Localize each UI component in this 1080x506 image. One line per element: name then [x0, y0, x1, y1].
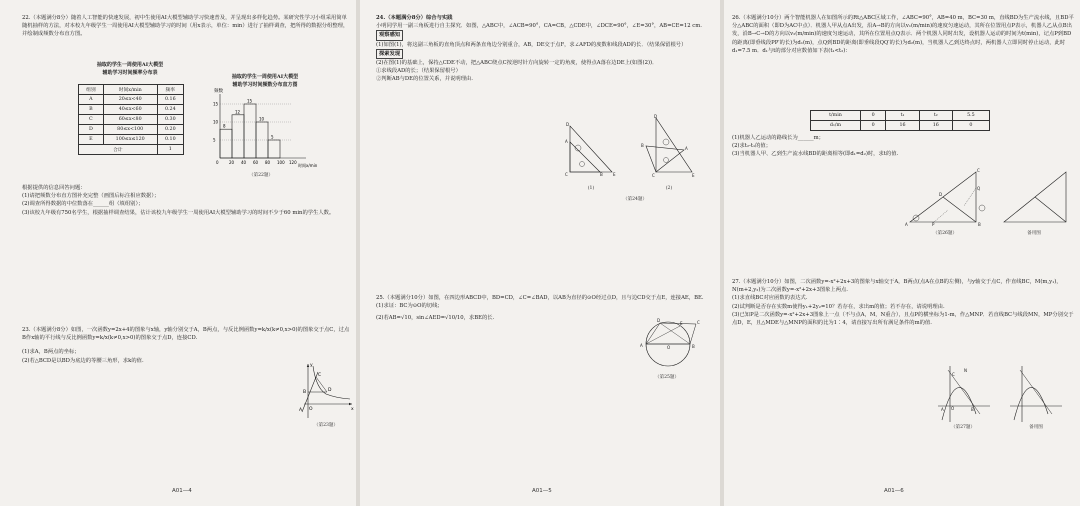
q27-backup-figure [1008, 364, 1064, 424]
table-row: 合计 1 [79, 145, 184, 155]
hist-bar [268, 140, 280, 158]
q23-fig-label: C [318, 373, 322, 378]
hist-bar [232, 115, 244, 158]
hist-bar-label: 10 [259, 116, 265, 122]
q22-histogram [206, 89, 326, 172]
q26-header: 26.（本题满分10分）两个智能机器人在如图所示的Rt△ABC区域工作，∠ABC=90°，AB=40 m，BC=30 m，直线BD为生产流水线，且BD平分△ABC的面积（即D为AC中点）．机器人甲从点A出发，沿A→B的方向以v₁(m/min)的速度匀速运动，其所在位置用点P表示，机器人乙从点B出发，沿B→C→D的方向以v₂(m/min)的速度匀速运动，其所在位置用点Q表示．两个机器人同时出发，设机器人运动的时间为t(min)，记点P到BD的距离(即垂线段PP′的长)为d₁(m)，点Q到BD的距离(即垂线段QQ′的长)为d₂(m)，当机器人乙到达终点时，两机器人立即同时停止运动，此时d₁=7.5 m．d₁与t的部分对应数值如下表(t₁<t₂)： [732, 15, 1074, 54]
q26-backup-figure [1000, 166, 1070, 228]
q26-questions: (1)机器人乙运动的路线长为______m； (2)求t₂-t₁的值； (3)当机器人甲、乙到生产流水线BD的距离相等(即d₁=d₂)时，求t的值. [732, 135, 899, 158]
hist-y-label: 频数 [214, 89, 223, 94]
hist-bar [244, 104, 256, 158]
svg-text:N: N [964, 368, 967, 373]
svg-text:B: B [692, 344, 695, 349]
hist-y-tick: 5 [213, 137, 216, 143]
table-row: D 80≤x<100 0.20 [79, 125, 184, 135]
svg-text:C: C [977, 168, 980, 173]
hist-y-tick: 10 [213, 119, 219, 125]
hist-x-tick: 80 [265, 160, 271, 165]
hist-x-tick: 120 [289, 160, 297, 165]
svg-text:B: B [971, 407, 974, 412]
q23-caption: （第23题） [313, 423, 339, 428]
hist-bar-label: 15 [247, 98, 253, 104]
hist-bar-label: 12 [235, 109, 241, 115]
svg-text:D: D [657, 318, 661, 323]
q24-fig2-label: (2) [665, 186, 673, 191]
svg-text:C: C [565, 172, 568, 177]
q25-header: 25.（本题满分10分）如图，在四边形ABCD中，BD=CD，∠C=∠BAD，以AB为直径的⊙O经过点D，且与边CD交于点E，连接AE，BE. [376, 295, 704, 301]
svg-text:D: D [566, 122, 570, 127]
q27-caption: （第27题） [950, 425, 976, 430]
q23-fig-label: B [303, 390, 307, 395]
q25-caption: （第25题） [654, 375, 680, 380]
q23-header: 23.（本题满分8分）如图，一次函数y=2x+4的图象与x轴，y轴分别交于A，B两点，与反比例函数y=k/x(k≠0,x>0)的图象交于点C，过点B作x轴的平行线与反比例函数y=k/x(k≠0,x>0)的图象交于点D，连接CD. [22, 327, 350, 342]
question-25: 25.（本题满分10分）如图，在四边形ABCD中，BD=CD，∠C=∠BAD，以AB为直径的⊙O经过点D，且与边CD交于点E，连接AE，BE. (1)求证：BC为⊙O的切线； (2)若AB=√10，sin∠AED=√10/10，求BE的长. [376, 294, 710, 323]
q22-questions: 根据提供的信息回答问题： (1)请把频数分布直方图补充完整（画图后标注相应数据）； (2)调查所得数据的中位数落在______组（填组别）； (3)该校九年级有750名学生，根据抽样调查结果，估计该校九年级学生一周使用AI大模型辅助学习的时间不少于60 min的学生人数。 [22, 185, 335, 216]
question-24: 24.（本题满分8分）综合与实践 小明同学用一副三角板进行自主探究．如图，△ABC中，∠ACB=90°，CA=CB，△CDE中，∠DCE=90°，∠E=30°，AB=CE=12 cm. 观察感知 (1)如图(1)，将这副三角板的直角顶点和两条直角边分别重合，AB，DE交于点F，求∠AFD的度数和线段AD的长．（结果保留根号） 探索发现 (2)在图(1)的基础上，保持△CDE不动，把△ABC绕点C按逆时针方向旋转一定的角度，使得点A落在边DE上(如图(2))． ①求线段AD的长；（结果保留根号） ②判断AB与DE的位置关系，并说明理由. [376, 14, 710, 84]
svg-text:A: A [565, 139, 568, 144]
q26-data-table [810, 110, 990, 131]
svg-text:B: B [641, 143, 644, 148]
svg-text:A: A [640, 343, 643, 348]
column-left [0, 0, 356, 506]
svg-text:C: C [697, 320, 700, 325]
hist-x-tick: 100 [277, 160, 285, 165]
page-footer: A01—6 [884, 488, 904, 494]
q27-header: 27.（本题满分10分）如图，二次函数y=-x²+2x+3的图象与x轴交于A，B两点(点A在点B的左侧)，与y轴交于点C，作直线BC，M(m,y₁)，N(m+2,y₂)为二次函数y=-x²+2x+3图象上两点. [732, 279, 1062, 294]
q24-observe-label: 观察感知 [376, 30, 403, 40]
svg-text:O: O [951, 406, 955, 411]
svg-text:Q: Q [977, 186, 981, 191]
page-footer: A01—4 [172, 488, 192, 494]
svg-text:D: D [654, 114, 658, 119]
svg-text:E: E [613, 172, 616, 177]
q27-backup-caption: 备用图 [1029, 425, 1043, 430]
page-footer: A01—5 [532, 488, 552, 494]
hist-y-tick: 15 [213, 101, 219, 107]
hist-bar-label: 5 [271, 134, 274, 140]
svg-text:C: C [952, 372, 955, 377]
svg-text:A: A [685, 146, 688, 151]
question-23: 23.（本题满分8分）如图，一次函数y=2x+4的图象与x轴，y轴分别交于A，B两点，与反比例函数y=k/x(k≠0,x>0)的图象交于点C，过点B作x轴的平行线与反比例函数y=k/x(k≠0,x>0)的图象交于点D，连接CD. (1)求A，B两点的坐标； (2)若△BCD是以BD为底边的等腰三角形，求k的值. [22, 326, 352, 365]
question-27: 27.（本题满分10分）如图，二次函数y=-x²+2x+3的图象与x轴交于A，B两点(点A在点B的左侧)，与y轴交于点C，作直线BC，M(m,y₁)，N(m+2,y₂)为二次函数y=-x²+2x+3图象上两点. (1)求直线BC对应函数的表达式. (2)试判断是否存在实数m使得y₁+2y₂=10？若存在，求出m的值；若不存在，请说明理由. (3)已知P是二次函数y=-x²+2x+3图象上一点（不与点A，M，N重合），且点P的横坐标为1-m，作△MNP．若直线BC与线段MN，MP分别交于点D，E，且△MDE与△MNP的面积的比为1∶4，请直接写出所有满足条件的m的值. [732, 279, 1074, 327]
table-row: A 20≤x<40 0.16 [79, 95, 184, 105]
q24-figure-1 [560, 118, 620, 182]
table-header-row: 组别 时间x/min 频率 [79, 85, 184, 95]
column-middle [360, 0, 720, 506]
table-row: E 100≤x≤120 0.10 [79, 135, 184, 145]
q22-header: 22.（本题满分8分）随着人工智能的快速发展，初中生使用AI大模型辅助学习快速普及，并呈现出多样化趋势。某研究性学习小组采用简单随机抽样的方法，对本校九年级学生一周使用AI大模型辅助学习的时间（用x表示，单位：min）进行了抽样调查，把所得的数据分组整理，并绘制成频数分布直方图。 [22, 15, 349, 38]
svg-text:E: E [692, 173, 695, 178]
q25-figure [636, 316, 702, 372]
question-22 [22, 14, 350, 39]
q24-figure-2 [636, 112, 700, 182]
q22-table-title: 抽取的学生一周使用AI大模型 辅助学习时间频率分布表 [96, 62, 164, 76]
column-right [724, 0, 1080, 506]
svg-text:A: A [905, 222, 908, 227]
svg-text:A: A [941, 407, 944, 412]
svg-text:C: C [652, 173, 655, 178]
q23-fig-label: D [328, 388, 332, 393]
q23-fig-label: y [310, 363, 313, 368]
q27-figure [936, 364, 992, 424]
hist-x-label: 时间x/min [298, 163, 318, 168]
svg-text:E: E [680, 321, 683, 326]
table-header-row: t/min 0 t₁ t₂ 5.5 [811, 111, 990, 121]
hist-x-tick: 40 [241, 160, 247, 165]
q23-fig-label: x [351, 407, 354, 412]
q24-caption: （第24题） [622, 197, 648, 202]
hist-x-tick: 20 [229, 160, 235, 165]
svg-text:D: D [939, 192, 943, 197]
svg-text:P: P [932, 222, 935, 227]
question-26 [732, 14, 1074, 55]
table-row: C 60≤x<80 0.30 [79, 115, 184, 125]
svg-text:B: B [600, 172, 603, 177]
q22-histogram-title: 抽取的学生一周使用AI大模型 辅助学习时间频数分布直方图 [231, 74, 299, 88]
hist-bar-label: 8 [223, 123, 226, 129]
q22-frequency-table [78, 84, 184, 155]
q24-fig1-label: (1) [587, 186, 595, 191]
q24-header: 24.（本题满分8分）综合与实践 [376, 15, 453, 21]
q23-fig-label: O [309, 407, 313, 412]
hist-x-tick: 0 [216, 160, 219, 165]
svg-text:O: O [667, 345, 671, 350]
table-row: d₁/m 0 16 16 0 [811, 121, 990, 131]
q23-fig-label: A [299, 408, 303, 413]
q24-explore-label: 探索发现 [376, 49, 403, 59]
svg-text:B: B [978, 222, 981, 227]
hist-bar [220, 129, 232, 158]
q26-figure [904, 166, 994, 228]
q26-caption: （第26题） [932, 231, 958, 236]
hist-x-tick: 60 [253, 160, 259, 165]
q22-caption: （第22题） [248, 173, 274, 178]
table-row: B 40≤x<60 0.24 [79, 105, 184, 115]
q26-backup-caption: 备用图 [1027, 231, 1041, 236]
q23-figure [296, 360, 356, 422]
